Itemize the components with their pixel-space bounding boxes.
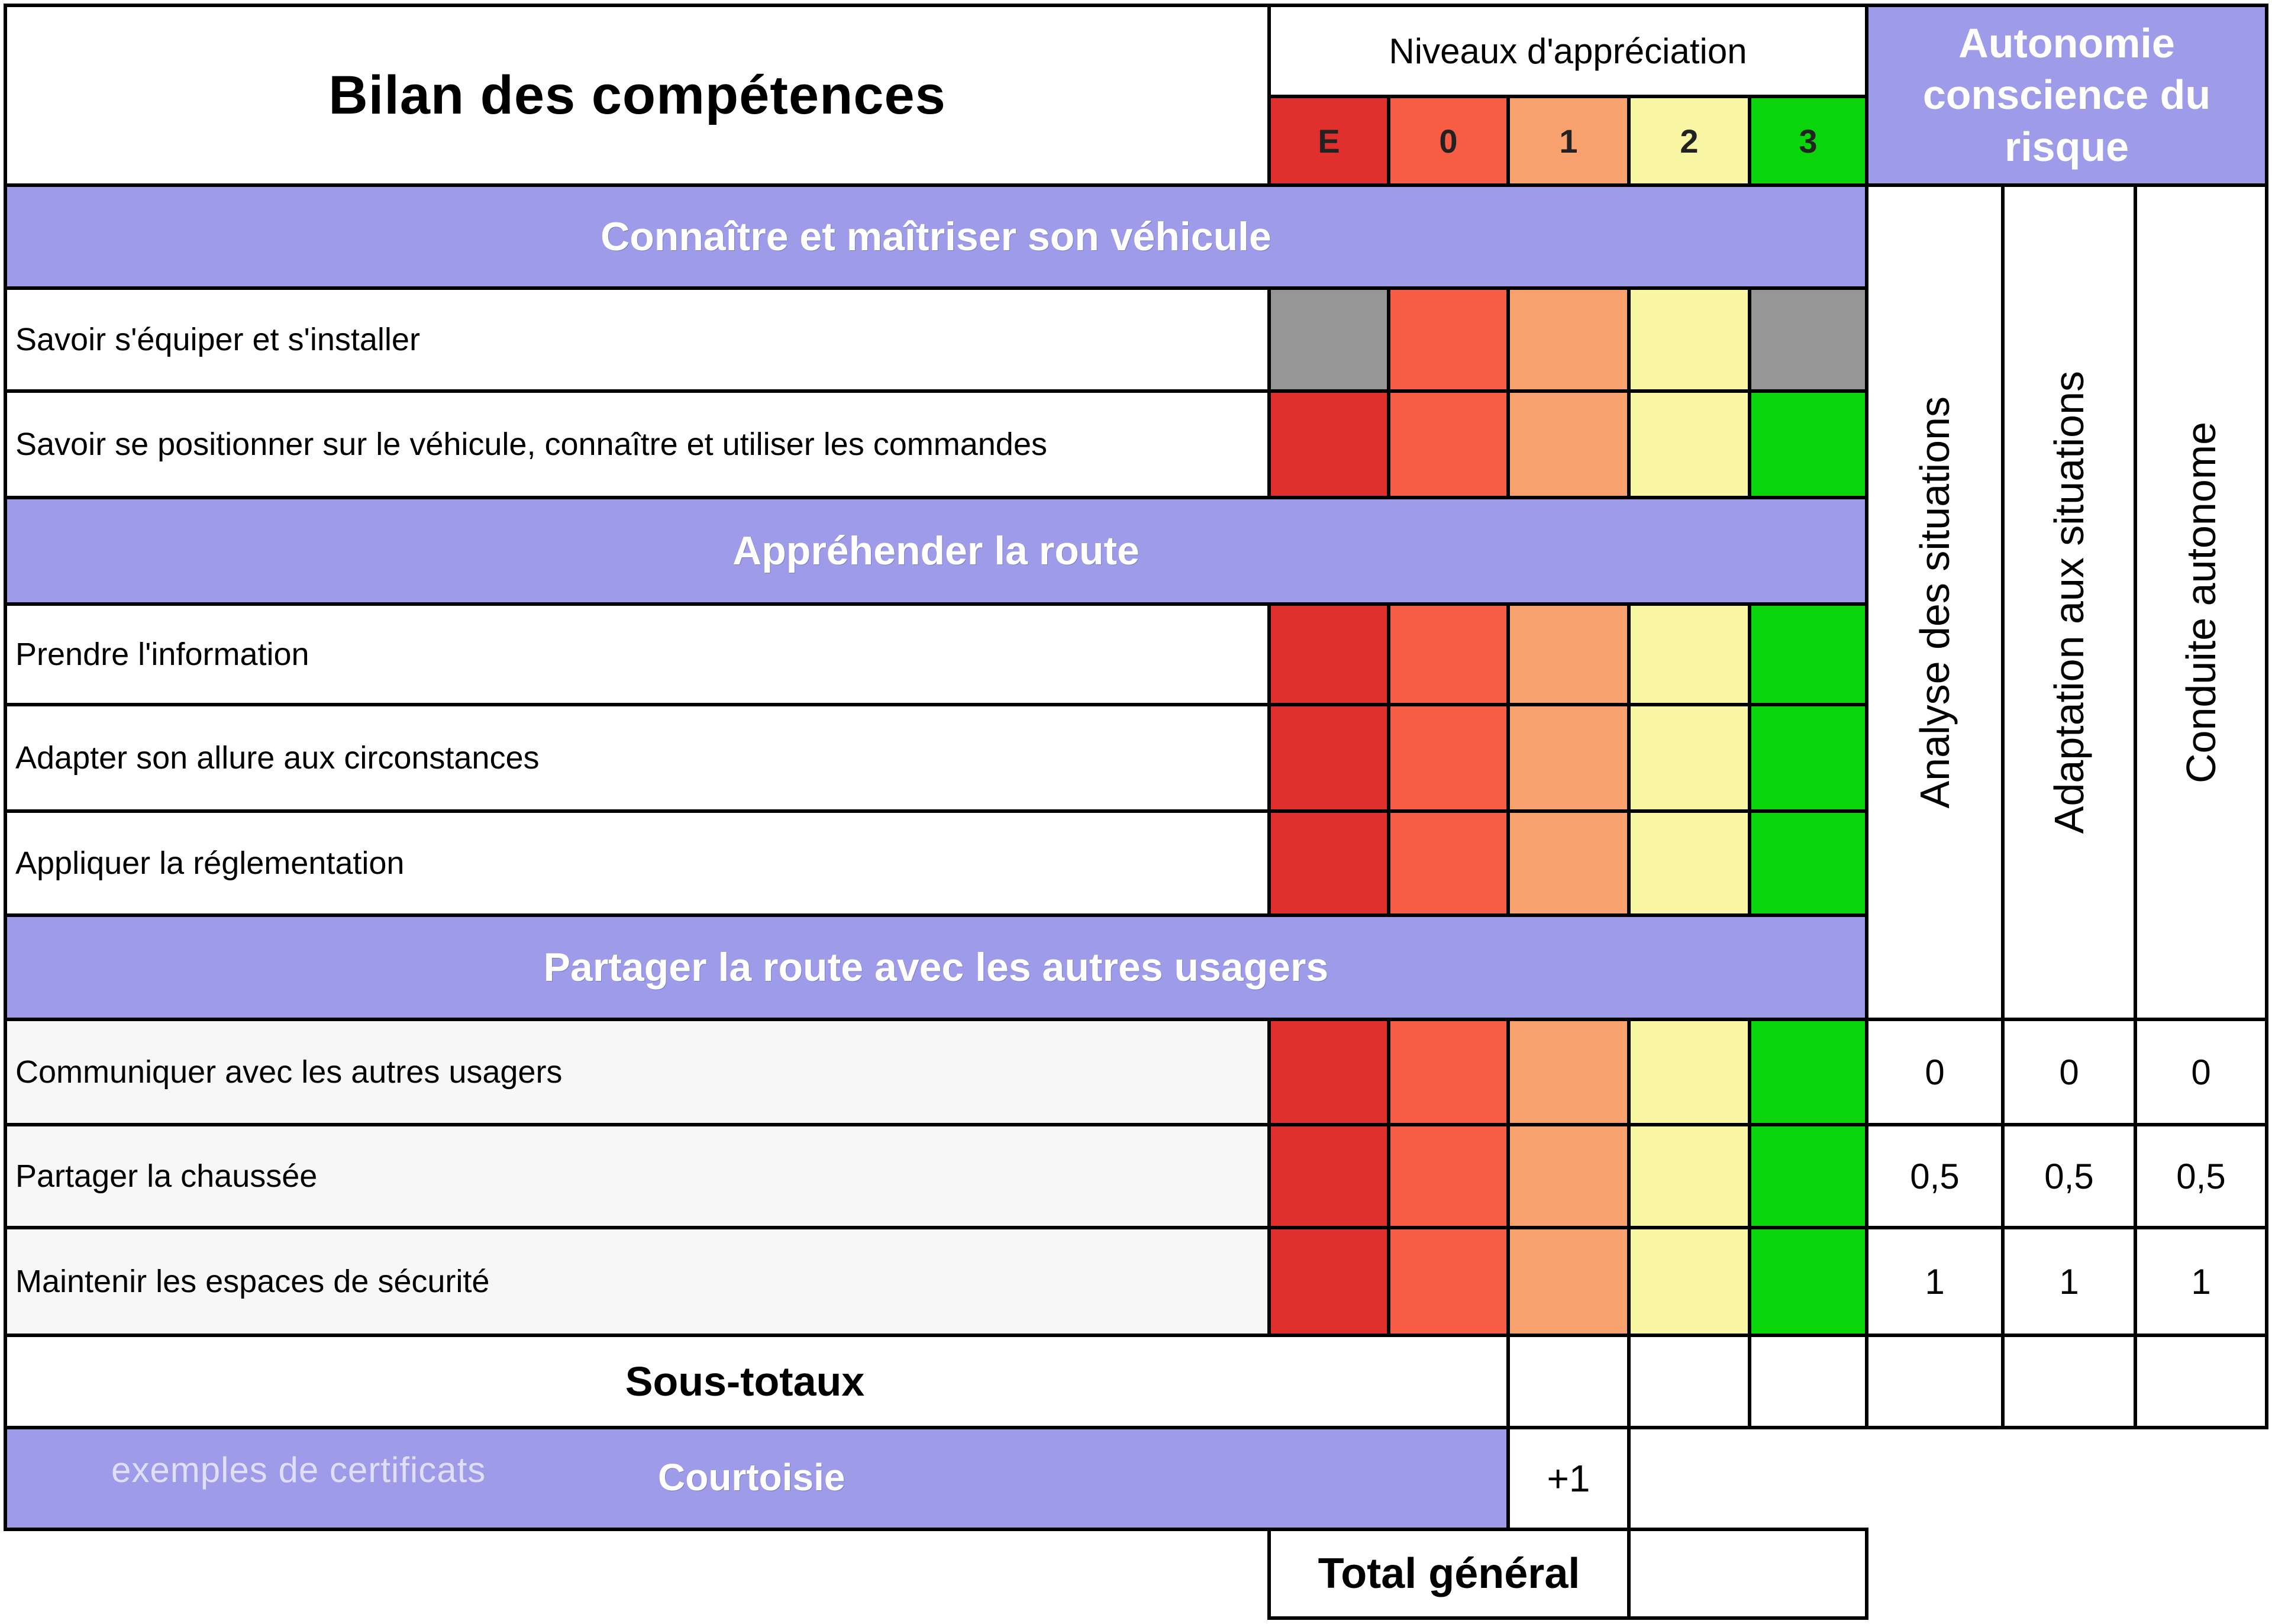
subtotal-cell-2[interactable] (1627, 1334, 1751, 1429)
autonomy-col-conduite (2134, 183, 2268, 1021)
total-value[interactable] (1627, 1528, 1868, 1620)
level-cell-3[interactable] (1748, 703, 1868, 813)
level-cell-1[interactable] (1506, 1226, 1631, 1337)
competence-row-label: Adapter son allure aux circonstances (4, 703, 1271, 813)
level-cell-E[interactable] (1267, 1018, 1390, 1126)
autonomy-header-label: Autonomie conscience du risque (1922, 20, 2211, 170)
section-header-route: Appréhender la route (4, 496, 1868, 606)
levels-header: Niveaux d'appréciation (1267, 4, 1868, 98)
competence-row-label: Appliquer la réglementation (4, 809, 1271, 917)
subtotal-autonomy-adaptation[interactable] (2001, 1334, 2137, 1429)
autonomy-value: 1 (2134, 1226, 2268, 1337)
level-cell-3[interactable] (1748, 1018, 1868, 1126)
level-cell-E[interactable] (1267, 602, 1390, 706)
level-cell-2[interactable] (1627, 286, 1751, 393)
autonomy-value: 0 (1865, 1018, 2005, 1126)
level-cell-0[interactable] (1387, 389, 1510, 499)
level-cell-E[interactable] (1267, 703, 1390, 813)
level-cell-0[interactable] (1387, 809, 1510, 917)
level-cell-3[interactable] (1748, 1123, 1868, 1229)
level-header-0: 0 (1387, 95, 1510, 187)
level-cell-2[interactable] (1627, 1018, 1751, 1126)
autonomy-header (1865, 4, 2268, 187)
level-cell-1[interactable] (1506, 809, 1631, 917)
autonomy-col-label: Adaptation aux situations (2046, 370, 2092, 834)
competence-row-label: Savoir s'équiper et s'installer (4, 286, 1271, 393)
autonomy-col-label: Conduite autonome (2178, 421, 2224, 783)
autonomy-value: 0,5 (2001, 1123, 2137, 1229)
autonomy-value: 0 (2001, 1018, 2137, 1126)
level-header-E: E (1267, 95, 1390, 187)
total-label: Total général (1267, 1528, 1631, 1620)
subtotal-cell-1[interactable] (1506, 1334, 1631, 1429)
level-cell-1[interactable] (1506, 389, 1631, 499)
level-cell-3[interactable] (1748, 389, 1868, 499)
level-cell-2[interactable] (1627, 602, 1751, 706)
autonomy-value: 0,5 (2134, 1123, 2268, 1229)
competence-row-label: Maintenir les espaces de sécurité (4, 1226, 1271, 1337)
level-cell-3[interactable] (1748, 1226, 1868, 1337)
autonomy-value: 1 (1865, 1226, 2005, 1337)
autonomy-col-label: Analyse des situations (1912, 396, 1958, 809)
level-cell-0[interactable] (1387, 1018, 1510, 1126)
level-cell-E[interactable] (1267, 389, 1390, 499)
level-cell-3[interactable] (1748, 602, 1868, 706)
level-cell-1[interactable] (1506, 286, 1631, 393)
subtotals-label: Sous-totaux (4, 1334, 1510, 1429)
level-cell-E[interactable] (1267, 1123, 1390, 1229)
competence-row-label: Communiquer avec les autres usagers (4, 1018, 1271, 1126)
level-cell-1[interactable] (1506, 703, 1631, 813)
level-header-3: 3 (1748, 95, 1868, 187)
subtotal-autonomy-conduite[interactable] (2134, 1334, 2268, 1429)
level-cell-0[interactable] (1387, 602, 1510, 706)
level-cell-unavailable (1267, 286, 1390, 393)
subtotal-autonomy-analyse[interactable] (1865, 1334, 2005, 1429)
level-cell-0[interactable] (1387, 1226, 1510, 1337)
level-cell-E[interactable] (1267, 1226, 1390, 1337)
level-header-1: 1 (1506, 95, 1631, 187)
level-cell-3[interactable] (1748, 809, 1868, 917)
competence-row-label: Partager la chaussée (4, 1123, 1271, 1229)
level-cell-unavailable (1748, 286, 1868, 393)
page-title: Bilan des compétences (4, 4, 1271, 187)
level-header-2: 2 (1627, 95, 1751, 187)
level-cell-2[interactable] (1627, 389, 1751, 499)
level-cell-0[interactable] (1387, 703, 1510, 813)
section-header-vehicule: Connaître et maîtriser son véhicule (4, 183, 1868, 290)
subtotal-cell-3[interactable] (1748, 1334, 1868, 1429)
autonomy-value: 1 (2001, 1226, 2137, 1337)
level-cell-0[interactable] (1387, 286, 1510, 393)
level-cell-1[interactable] (1506, 1123, 1631, 1229)
competence-row-label: Savoir se positionner sur le véhicule, connaître et utiliser les commandes (4, 389, 1271, 499)
autonomy-col-adaptation (2001, 183, 2137, 1021)
level-cell-2[interactable] (1627, 703, 1751, 813)
autonomy-value: 0 (2134, 1018, 2268, 1126)
autonomy-col-analyse (1865, 183, 2005, 1021)
watermark-text: exemples de certificats (111, 1450, 486, 1490)
level-cell-0[interactable] (1387, 1123, 1510, 1229)
competence-row-label: Prendre l'information (4, 602, 1271, 706)
level-cell-2[interactable] (1627, 1226, 1751, 1337)
level-cell-E[interactable] (1267, 809, 1390, 917)
section-header-partager: Partager la route avec les autres usagers (4, 913, 1868, 1021)
level-cell-2[interactable] (1627, 809, 1751, 917)
courtesy-value: +1 (1506, 1426, 1631, 1531)
level-cell-1[interactable] (1506, 602, 1631, 706)
autonomy-value: 0,5 (1865, 1123, 2005, 1229)
courtesy-row (4, 1426, 1510, 1531)
level-cell-2[interactable] (1627, 1123, 1751, 1229)
level-cell-1[interactable] (1506, 1018, 1631, 1126)
courtesy-label: Courtoisie (658, 1456, 845, 1499)
